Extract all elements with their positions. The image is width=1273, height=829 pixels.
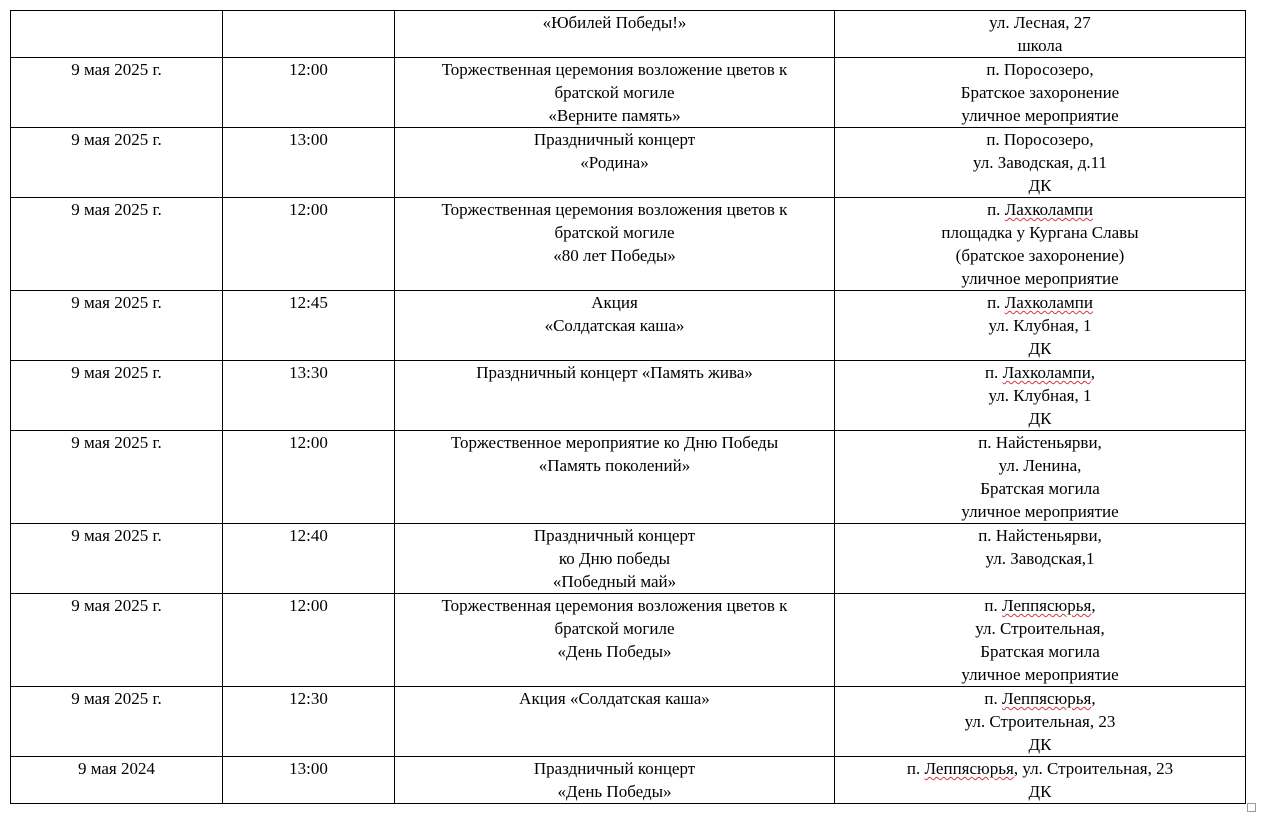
place-text: ДК	[1028, 339, 1052, 358]
table-resize-handle[interactable]	[1247, 803, 1256, 812]
time-cell: 12:00	[223, 594, 395, 687]
event-line: Акция «Солдатская каша»	[519, 689, 710, 708]
place-line	[839, 384, 1241, 407]
place-cell	[835, 757, 1246, 804]
date-cell	[11, 11, 223, 58]
table-row	[11, 291, 1246, 361]
event-line: «Юбилей Победы!»	[542, 13, 687, 32]
place-text: школа	[1017, 36, 1063, 55]
event-line: «Родина»	[580, 153, 649, 172]
place-line	[839, 337, 1241, 360]
place-cell	[835, 594, 1246, 687]
place-text: Братская могила	[980, 479, 1100, 498]
place-text: ул. Лесная, 27	[989, 13, 1091, 32]
place-text: ул. Клубная, 1	[988, 316, 1092, 335]
place-line	[839, 104, 1241, 127]
place-line	[839, 407, 1241, 430]
place-text: , ул. Строительная, 23	[1013, 759, 1174, 778]
event-line: «Верните память»	[548, 106, 681, 125]
place-cell	[835, 58, 1246, 128]
table-row	[11, 128, 1246, 198]
place-cell	[835, 431, 1246, 524]
event-cell	[395, 431, 835, 524]
event-cell	[395, 687, 835, 757]
place-line	[839, 58, 1241, 81]
table-row	[11, 594, 1246, 687]
event-cell	[395, 291, 835, 361]
event-line: «Солдатская каша»	[544, 316, 685, 335]
event-line: Праздничный концерт	[533, 130, 696, 149]
event-line: Праздничный концерт	[533, 526, 696, 545]
event-line: братской могиле	[554, 223, 675, 242]
place-cell	[835, 198, 1246, 291]
spellcheck-word: Лахколампи	[1004, 200, 1093, 219]
event-line: «День Победы»	[557, 782, 672, 801]
place-text: п.	[984, 363, 1003, 382]
place-text: ул. Строительная, 23	[964, 712, 1116, 731]
date-cell: 9 мая 2025 г.	[11, 431, 223, 524]
event-line: Торжественная церемония возложение цветов к	[441, 60, 788, 79]
place-text: п.	[984, 689, 1003, 708]
place-text: ,	[1091, 689, 1096, 708]
event-line: Торжественное мероприятие ко Дню Победы	[450, 433, 779, 452]
events-table	[10, 10, 1246, 804]
event-line: братской могиле	[554, 619, 675, 638]
place-text: ул. Ленина,	[998, 456, 1082, 475]
place-text: ул. Заводская,1	[985, 549, 1095, 568]
event-cell	[395, 361, 835, 431]
place-line	[839, 454, 1241, 477]
date-cell: 9 мая 2025 г.	[11, 58, 223, 128]
place-line	[839, 640, 1241, 663]
place-text: (братское захоронение)	[955, 246, 1125, 265]
place-text: уличное мероприятие	[961, 269, 1119, 288]
place-line	[839, 687, 1241, 710]
place-text: Братская могила	[980, 642, 1100, 661]
date-cell: 9 мая 2025 г.	[11, 128, 223, 198]
table-row	[11, 11, 1246, 58]
event-line: Акция	[591, 293, 638, 312]
event-cell	[395, 58, 835, 128]
place-text: ДК	[1028, 176, 1052, 195]
date-cell: 9 мая 2024	[11, 757, 223, 804]
place-cell	[835, 361, 1246, 431]
place-line	[839, 780, 1241, 803]
time-cell: 13:30	[223, 361, 395, 431]
date-cell: 9 мая 2025 г.	[11, 524, 223, 594]
place-line	[839, 81, 1241, 104]
date-cell: 9 мая 2025 г.	[11, 687, 223, 757]
event-line: Торжественная церемония возложения цветов к	[441, 596, 788, 615]
place-text: ДК	[1028, 409, 1052, 428]
spellcheck-word: Леппясюрья	[1002, 689, 1092, 708]
place-line	[839, 594, 1241, 617]
time-cell: 13:00	[223, 128, 395, 198]
event-line: «Победный май»	[552, 572, 677, 591]
event-line: Праздничный концерт «Память жива»	[476, 363, 753, 382]
event-cell	[395, 757, 835, 804]
place-text: ДК	[1028, 782, 1052, 801]
place-text: п.	[987, 293, 1005, 312]
event-line: «80 лет Победы»	[553, 246, 676, 265]
event-cell	[395, 198, 835, 291]
place-line	[839, 500, 1241, 523]
spellcheck-word: Лахколампи	[1002, 363, 1091, 382]
place-cell	[835, 687, 1246, 757]
event-line: Торжественная церемония возложения цветов к	[441, 200, 788, 219]
place-line	[839, 431, 1241, 454]
place-text: п.	[984, 596, 1003, 615]
time-cell: 13:00	[223, 757, 395, 804]
table-row	[11, 757, 1246, 804]
place-line	[839, 244, 1241, 267]
place-cell	[835, 524, 1246, 594]
date-cell: 9 мая 2025 г.	[11, 291, 223, 361]
time-cell: 12:00	[223, 198, 395, 291]
table-row	[11, 687, 1246, 757]
time-cell	[223, 11, 395, 58]
events-table-body	[11, 11, 1246, 804]
place-cell	[835, 11, 1246, 58]
place-text: ,	[1090, 363, 1096, 382]
place-line	[839, 547, 1241, 570]
date-cell: 9 мая 2025 г.	[11, 594, 223, 687]
place-line	[839, 128, 1241, 151]
place-cell	[835, 128, 1246, 198]
table-row	[11, 524, 1246, 594]
event-cell	[395, 594, 835, 687]
date-cell: 9 мая 2025 г.	[11, 361, 223, 431]
place-text: ул. Клубная, 1	[988, 386, 1092, 405]
place-cell	[835, 291, 1246, 361]
event-cell	[395, 524, 835, 594]
place-line	[839, 174, 1241, 197]
place-text: площадка у Кургана Славы	[941, 223, 1139, 242]
place-text: уличное мероприятие	[961, 665, 1119, 684]
place-text: Братское захоронение	[960, 83, 1120, 102]
place-line	[839, 477, 1241, 500]
place-text: ,	[1091, 596, 1096, 615]
place-line	[839, 291, 1241, 314]
place-line	[839, 757, 1241, 780]
place-text: п. Поросозеро,	[986, 130, 1094, 149]
place-line	[839, 221, 1241, 244]
event-cell	[395, 11, 835, 58]
place-line	[839, 267, 1241, 290]
spellcheck-word: Лахколампи	[1004, 293, 1093, 312]
event-line: ко Дню победы	[558, 549, 671, 568]
event-line: «День Победы»	[557, 642, 672, 661]
table-row	[11, 431, 1246, 524]
place-text: п. Найстеньярви,	[978, 433, 1102, 452]
event-line: «Память поколений»	[538, 456, 691, 475]
place-line	[839, 314, 1241, 337]
table-row	[11, 361, 1246, 431]
place-text: уличное мероприятие	[961, 502, 1119, 521]
place-text: п. Поросозеро,	[986, 60, 1094, 79]
time-cell: 12:30	[223, 687, 395, 757]
place-text: п.	[987, 200, 1005, 219]
table-row	[11, 198, 1246, 291]
table-row	[11, 58, 1246, 128]
place-line	[839, 663, 1241, 686]
place-text: ДК	[1028, 735, 1052, 754]
time-cell: 12:00	[223, 431, 395, 524]
spellcheck-word: Леппясюрья	[1002, 596, 1092, 615]
event-line: Праздничный концерт	[533, 759, 696, 778]
place-line	[839, 151, 1241, 174]
place-line	[839, 34, 1241, 57]
event-cell	[395, 128, 835, 198]
place-line	[839, 361, 1241, 384]
place-text: ул. Строительная,	[975, 619, 1105, 638]
event-line: братской могиле	[554, 83, 675, 102]
place-line	[839, 11, 1241, 34]
place-line	[839, 198, 1241, 221]
place-line	[839, 710, 1241, 733]
place-line	[839, 524, 1241, 547]
place-text: п.	[906, 759, 925, 778]
place-text: ул. Заводская, д.11	[972, 153, 1108, 172]
time-cell: 12:00	[223, 58, 395, 128]
time-cell: 12:40	[223, 524, 395, 594]
date-cell: 9 мая 2025 г.	[11, 198, 223, 291]
place-line	[839, 733, 1241, 756]
place-text: п. Найстеньярви,	[978, 526, 1102, 545]
time-cell: 12:45	[223, 291, 395, 361]
place-line	[839, 617, 1241, 640]
place-text: уличное мероприятие	[961, 106, 1119, 125]
spellcheck-word: Леппясюрья	[924, 759, 1014, 778]
